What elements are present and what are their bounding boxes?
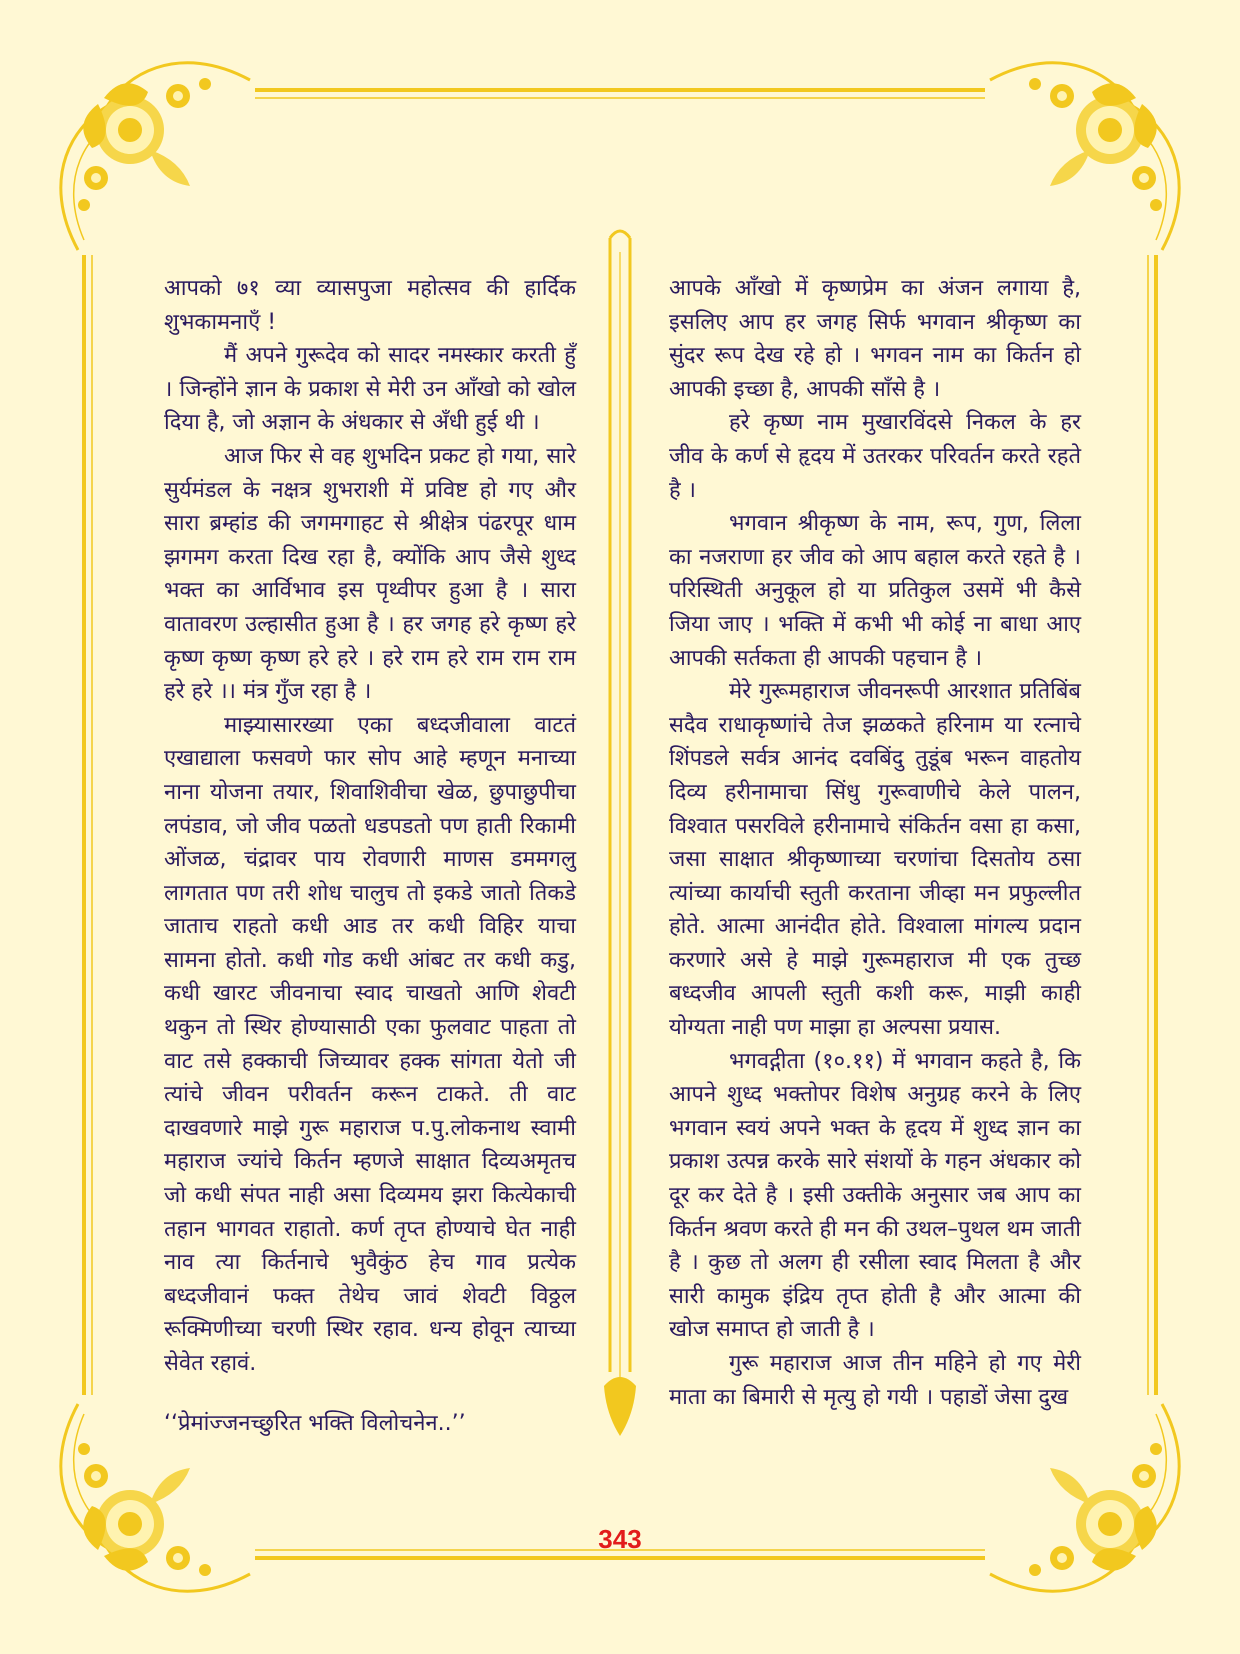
paragraph: मेरे गुरूमहाराज जीवनरूपी आरशात प्रतिबिंब सदैव राधाकृष्णांचे तेज झळकते हरिनाम या रत्नाचे शिंपडले सर्वत्र आनंद दवबिंदु तुडूंब भरून वाहतोय दिव्य हरीनामाचा सिंधु गुरूवाणीचे केले पालन, विश्वात पसरविले हरीनामाचे संकिर्तन वसा हा कसा, जसा साक्षात श्रीकृष्णाच्या चरणांचा दिसतोय ठसा त्यांच्या कार्याची स्तुती करताना जीव्हा मन प्रफुल्लीत होते. आत्मा आनंदीत होते. विश्वाला मांगल्य प्रदान करणारे असे हे माझे गुरूमहाराज मी एक तुच्छ बध्दजीव आपली स्तुती कशी करू, माझी काही योग्यता नाही पण माझा हा अल्पसा प्रयास. — [669, 679, 1081, 1041]
opening-greeting: आपको ७१ व्या व्यासपुजा महोत्सव की हार्दिक शुभकामनाएँ ! — [164, 276, 576, 335]
page-number: 343 — [598, 1524, 642, 1554]
paragraph: मैं अपने गुरूदेव को सादर नमस्कार करती हुँ । जिन्होंने ज्ञान के प्रकाश से मेरी उन आँखो को खोल दिया है, जो अज्ञान के अंधकार से अँधी हुई थी । — [164, 343, 576, 436]
paragraph: गुरू महाराज आज तीन महिने हो गए मेरी माता का बिमारी से मृत्यु हो गयी । पहाडों जेसा दुख — [669, 1351, 1081, 1410]
floral-corner-icon — [990, 1404, 1179, 1591]
paragraph: माझ्यासारख्या एका बध्दजीवाला वाटतं एखाद्याला फसवणे फार सोप आहे म्हणून मनाच्या नाना योजना तयार, शिवाशिवीचा खेळ, छुपाछुपीचा लपंडाव, जो जीव पळतो धडपडतो पण हाती रिकामी ओंजळ, चंद्रावर पाय रोवणारी माणस डममगलु लागतात पण तरी शोध चालुच तो इकडे जातो तिकडे जाताच राहतो कधी आड तर कधी विहिर याचा सामना होतो. कधी गोड कधी आंबट तर कधी कडु, कधी खारट जीवनाचा स्वाद चाखतो आणि शेवटी थकुन तो स्थिर होण्यासाठी एका फुलवाट पाहता तो वाट तसे हक्काची जिच्यावर हक्क सांगता येतो जी त्यांचे जीवन परीवर्तन करून टाकते. ती वाट दाखवणारे माझे गुरू महाराज प.पु.लोकनाथ स्वामी महाराज ज्यांचे किर्तन म्हणजे साक्षात दिव्यअमृतच जो कधी संपत नाही असा दिव्यमय झरा कित्येकाची तहान भागवत राहातो. कर्ण तृप्त होण्याचे घेत नाही नाव त्या किर्तनाचे भुवैकुंठ हेच गाव प्रत्येक बध्दजीवानं फक्त तेथेच जावं शेवटी विठ्ठल रूक्मिणीच्या चरणी स्थिर रहाव. धन्य होवून त्याच्या सेवेत रहावं. — [164, 712, 576, 1376]
paragraph: आपके आँखो में कृष्णप्रेम का अंजन लगाया है, इसलिए आप हर जगह सिर्फ भगवान श्रीकृष्ण का सुंदर रूप देख रहे हो । भगवन नाम का किर्तन हो आपकी इच्छा है, आपकी साँसे है । — [669, 276, 1081, 402]
paragraph: आज फिर से वह शुभदिन प्रकट हो गया, सारे सुर्यमंडल के नक्षत्र शुभराशी में प्रविष्ट हो गए और सारा ब्रम्हांड की जगमगाहट से श्रीक्षेत्र पंढरपूर धाम झगमग करता दिख रहा है, क्योंकि आप जैसे शुध्द भक्त का आर्विभाव इस पृथ्वीपर हुआ है । सारा वातावरण उल्हासीत हुआ है । हर जगह हरे कृष्ण हरे कृष्ण कृष्ण कृष्ण हरे हरे । हरे राम हरे राम राम राम हरे हरे ।। मंत्र गुँज रहा है । — [164, 443, 576, 705]
left-text-column — [164, 272, 576, 1440]
paragraph: हरे कृष्ण नाम मुखारविंदसे निकल के हर जीव के कर्ण से हृदय में उतरकर परिवर्तन करते रहते है । — [669, 410, 1081, 503]
floral-corner-icon — [990, 63, 1179, 250]
paragraph: भगवान श्रीकृष्ण के नाम, रूप, गुण, लिला का नजराणा हर जीव को आप बहाल करते रहते है । परिस्थिती अनुकूल हो या प्रतिकुल उसमें भी कैसे जिया जाए । भक्ति में कभी भी कोई ना बाधा आए आपकी सर्तकता ही आपकी पहचान है । — [669, 511, 1081, 671]
paragraph: भगवद्गीता (१०.११) में भगवान कहते है, कि आपने शुध्द भक्तोपर विशेष अनुग्रह करने के लिए भगवान स्वयं अपने भक्त के हृदय में शुध्द ज्ञान का प्रकाश उत्पन्न करके सारे संशयों के गहन अंधकार को दूर कर देते है । इसी उक्तीके अनुसार जब आप का किर्तन श्रवण करते ही मन की उथल–पुथल थम जाती है । कुछ तो अलग ही रसीला स्वाद मिलता है और सारी कामुक इंद्रिय तृप्त होती है और आत्मा की खोज समाप्त हो जाती है । — [669, 1048, 1081, 1343]
floral-corner-icon — [61, 63, 250, 250]
right-text-column — [669, 272, 1081, 1414]
drop-ornament-icon — [604, 231, 636, 1436]
sanskrit-quote: ‘‘प्रेमांज्जनच्छुरित भक्ति विलोचनेन..’’ — [164, 1410, 466, 1436]
